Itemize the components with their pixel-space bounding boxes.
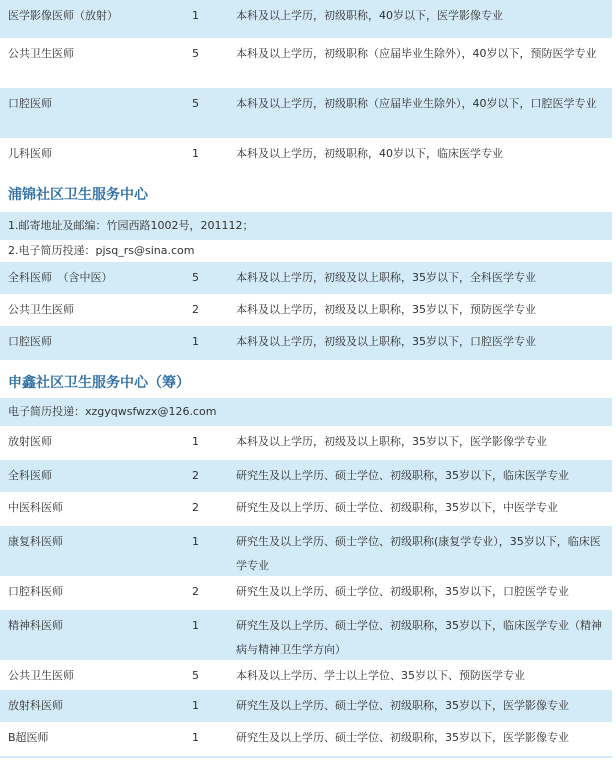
- position-count: 2: [192, 501, 199, 514]
- position-title: 儿科医师: [8, 147, 52, 160]
- position-requirements: 研究生及以上学历、硕士学位、初级职称，35岁以下，中医学专业: [236, 501, 558, 514]
- position-title: 中医科医师: [8, 501, 63, 514]
- position-title: 公共卫生医师: [8, 303, 74, 316]
- position-title: 精神科医师: [8, 619, 63, 632]
- position-requirements: 本科及以上学历，初级及以上职称，35岁以下，预防医学专业: [236, 303, 536, 316]
- position-requirements: 研究生及以上学历、硕士学位、初级职称，35岁以下，临床医学专业: [236, 469, 569, 482]
- position-title: 口腔医师: [8, 97, 52, 110]
- table-row: [0, 460, 612, 492]
- position-requirements: 本科及以上学历、学士以上学位、35岁以下、预防医学专业: [236, 669, 525, 682]
- position-count: 1: [192, 9, 199, 22]
- position-title: 放射医师: [8, 435, 52, 448]
- position-title: 康复科医师: [8, 535, 63, 548]
- position-count: 5: [192, 669, 199, 682]
- position-requirements: 本科及以上学历，初级及以上职称，35岁以下，口腔医学专业: [236, 335, 536, 348]
- position-count: 5: [192, 271, 199, 284]
- mailing-address: 1.邮寄地址及邮编：竹园西路1002号，201112；: [0, 212, 612, 240]
- position-count: 1: [192, 619, 199, 632]
- email-info: 2.电子简历投递：pjsq_rs@sina.com: [8, 244, 195, 257]
- table-row: [0, 426, 612, 460]
- table-row: [0, 660, 612, 690]
- position-requirements: 本科及以上学历，初级职称，40岁以下，临床医学专业: [236, 147, 503, 160]
- position-count: 2: [192, 469, 199, 482]
- position-title: 放射科医师: [8, 699, 63, 712]
- table-row: [0, 262, 612, 294]
- position-title: 全科医师: [8, 469, 52, 482]
- position-title: B超医师: [8, 731, 49, 744]
- position-count: 2: [192, 585, 199, 598]
- position-count: 1: [192, 731, 199, 744]
- position-requirements: 研究生及以上学历、硕士学位、初级职称(康复学专业），35岁以下，临床医学专业: [236, 535, 601, 572]
- position-count: 1: [192, 147, 199, 160]
- table-row: [0, 326, 612, 360]
- position-title: 公共卫生医师: [8, 47, 74, 60]
- table-row: [0, 38, 612, 88]
- position-count: 5: [192, 97, 199, 110]
- table-row: [0, 722, 612, 756]
- email-info: 电子简历投递：xzgyqwsfwzx@126.com: [0, 398, 612, 426]
- table-row: [0, 610, 612, 660]
- position-requirements: 本科及以上学历，初级及以上职称，35岁以下，医学影像学专业: [236, 435, 547, 448]
- position-title: 口腔医师: [8, 335, 52, 348]
- table-row: [0, 294, 612, 326]
- table-row: [0, 138, 612, 176]
- divider: [0, 756, 612, 758]
- table-row: [0, 690, 612, 722]
- position-requirements: 研究生及以上学历、硕士学位、初级职称，35岁以下，医学影像专业: [236, 699, 569, 712]
- position-title: 医学影像医师（放射）: [8, 9, 118, 22]
- position-count: 1: [192, 435, 199, 448]
- position-requirements: 本科及以上学历，初级职称，40岁以下，医学影像专业: [236, 9, 503, 22]
- table-row: [0, 0, 612, 38]
- position-requirements: 研究生及以上学历、硕士学位、初级职称，35岁以下，口腔医学专业: [236, 585, 569, 598]
- position-requirements: 本科及以上学历，初级及以上职称，35岁以下，全科医学专业: [236, 271, 536, 284]
- position-count: 1: [192, 535, 199, 548]
- position-count: 1: [192, 335, 199, 348]
- table-row: [0, 576, 612, 610]
- table-row: [0, 88, 612, 138]
- position-requirements: 研究生及以上学历、硕士学位、初级职称，35岁以下，医学影像专业: [236, 731, 569, 744]
- position-title: 全科医师 （含中医）: [8, 271, 113, 284]
- position-requirements: 本科及以上学历，初级职称（应届毕业生除外），40岁以下，预防医学专业: [236, 47, 597, 60]
- position-requirements: 研究生及以上学历、硕士学位、初级职称，35岁以下，临床医学专业（精神病与精神卫生学方向）: [236, 619, 602, 656]
- position-count: 2: [192, 303, 199, 316]
- table-row: [0, 526, 612, 576]
- position-title: 口腔科医师: [8, 585, 63, 598]
- section-title-shenxin: 申鑫社区卫生服务中心（筹）: [0, 368, 612, 398]
- position-title: 公共卫生医师: [8, 669, 74, 682]
- section-title-pujin: 浦锦社区卫生服务中心: [0, 180, 612, 210]
- table-row: [0, 492, 612, 526]
- position-count: 5: [192, 47, 199, 60]
- position-count: 1: [192, 699, 199, 712]
- position-requirements: 本科及以上学历，初级职称（应届毕业生除外），40岁以下，口腔医学专业: [236, 97, 597, 110]
